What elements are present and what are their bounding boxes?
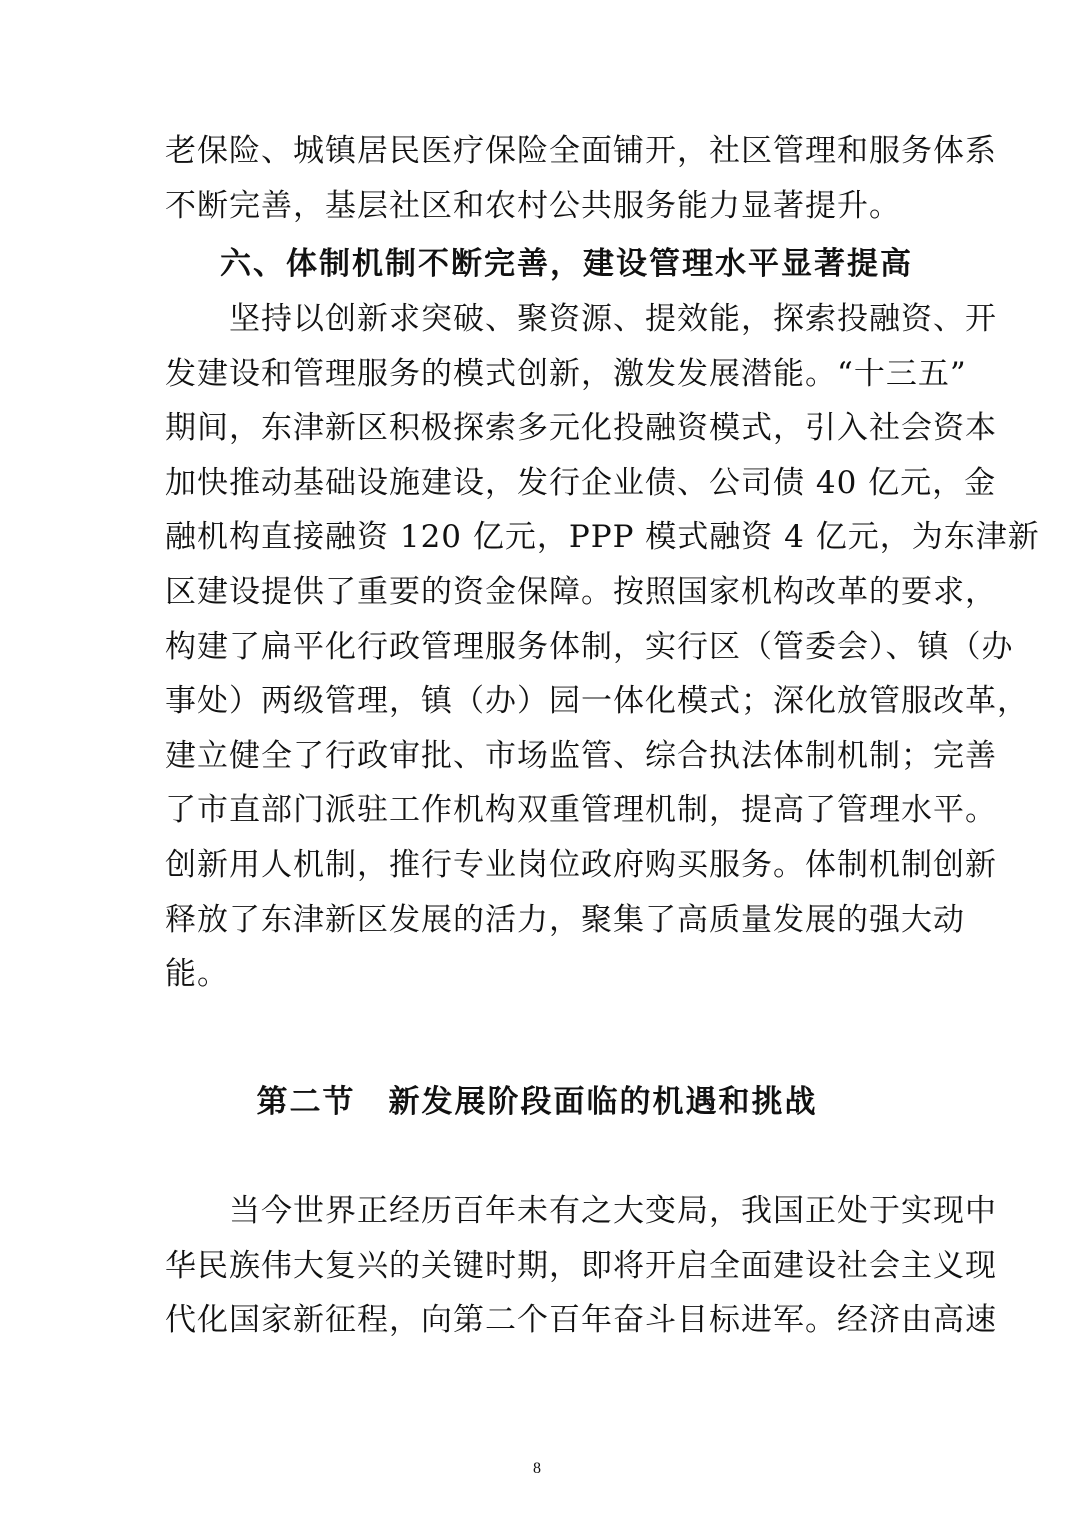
text-line: 事处）两级管理，镇（办）园一体化模式；深化放管服改革， bbox=[165, 683, 1029, 720]
text-line: 能。 bbox=[165, 956, 229, 993]
paragraph-opportunities bbox=[165, 1184, 997, 1348]
text-line: 当今世界正经历百年未有之大变局，我国正处于实现中 bbox=[165, 1193, 997, 1229]
section-heading: 第二节 新发展阶段面临的机遇和挑战 bbox=[256, 1084, 818, 1120]
text-line: 老保险、城镇居民医疗保险全面铺开，社区管理和服务体系 bbox=[165, 133, 997, 169]
text-line: 代化国家新征程，向第二个百年奋斗目标进军。经济由高速 bbox=[165, 1302, 997, 1339]
paragraph-institutional-reform bbox=[165, 292, 1040, 1002]
text-line: 期间，东津新区积极探索多元化投融资模式，引入社会资本 bbox=[165, 410, 997, 447]
text-line: 创新用人机制，推行专业岗位政府购买服务。体制机制创新 bbox=[165, 846, 997, 883]
paragraph-social-security bbox=[165, 124, 997, 233]
text-line: 了市直部门派驻工作机构双重管理机制，提高了管理水平。 bbox=[165, 792, 997, 829]
text-line: 融机构直接融资 120 亿元，PPP 模式融资 4 亿元，为东津新 bbox=[165, 519, 1040, 556]
text-line: 构建了扁平化行政管理服务体制，实行区（管委会）、镇（办 bbox=[165, 628, 1014, 665]
text-line: 不断完善，基层社区和农村公共服务能力显著提升。 bbox=[165, 187, 901, 224]
text-line: 区建设提供了重要的资金保障。按照国家机构改革的要求， bbox=[165, 573, 997, 610]
page-number: 8 bbox=[533, 1460, 541, 1477]
text-line: 建立健全了行政审批、市场监管、综合执法体制机制；完善 bbox=[165, 737, 997, 774]
text-line: 释放了东津新区发展的活力，聚集了高质量发展的强大动 bbox=[165, 901, 965, 938]
text-line: 加快推动基础设施建设，发行企业债、公司债 40 亿元，金 bbox=[165, 464, 997, 501]
text-line: 坚持以创新求突破、聚资源、提效能，探索投融资、开 bbox=[165, 301, 997, 337]
text-line: 发建设和管理服务的模式创新，激发发展潜能。“十三五” bbox=[165, 355, 967, 392]
text-line: 华民族伟大复兴的关键时期，即将开启全面建设社会主义现 bbox=[165, 1247, 997, 1284]
subheading-institutional-reform: 六、体制机制不断完善，建设管理水平显著提高 bbox=[220, 246, 913, 282]
